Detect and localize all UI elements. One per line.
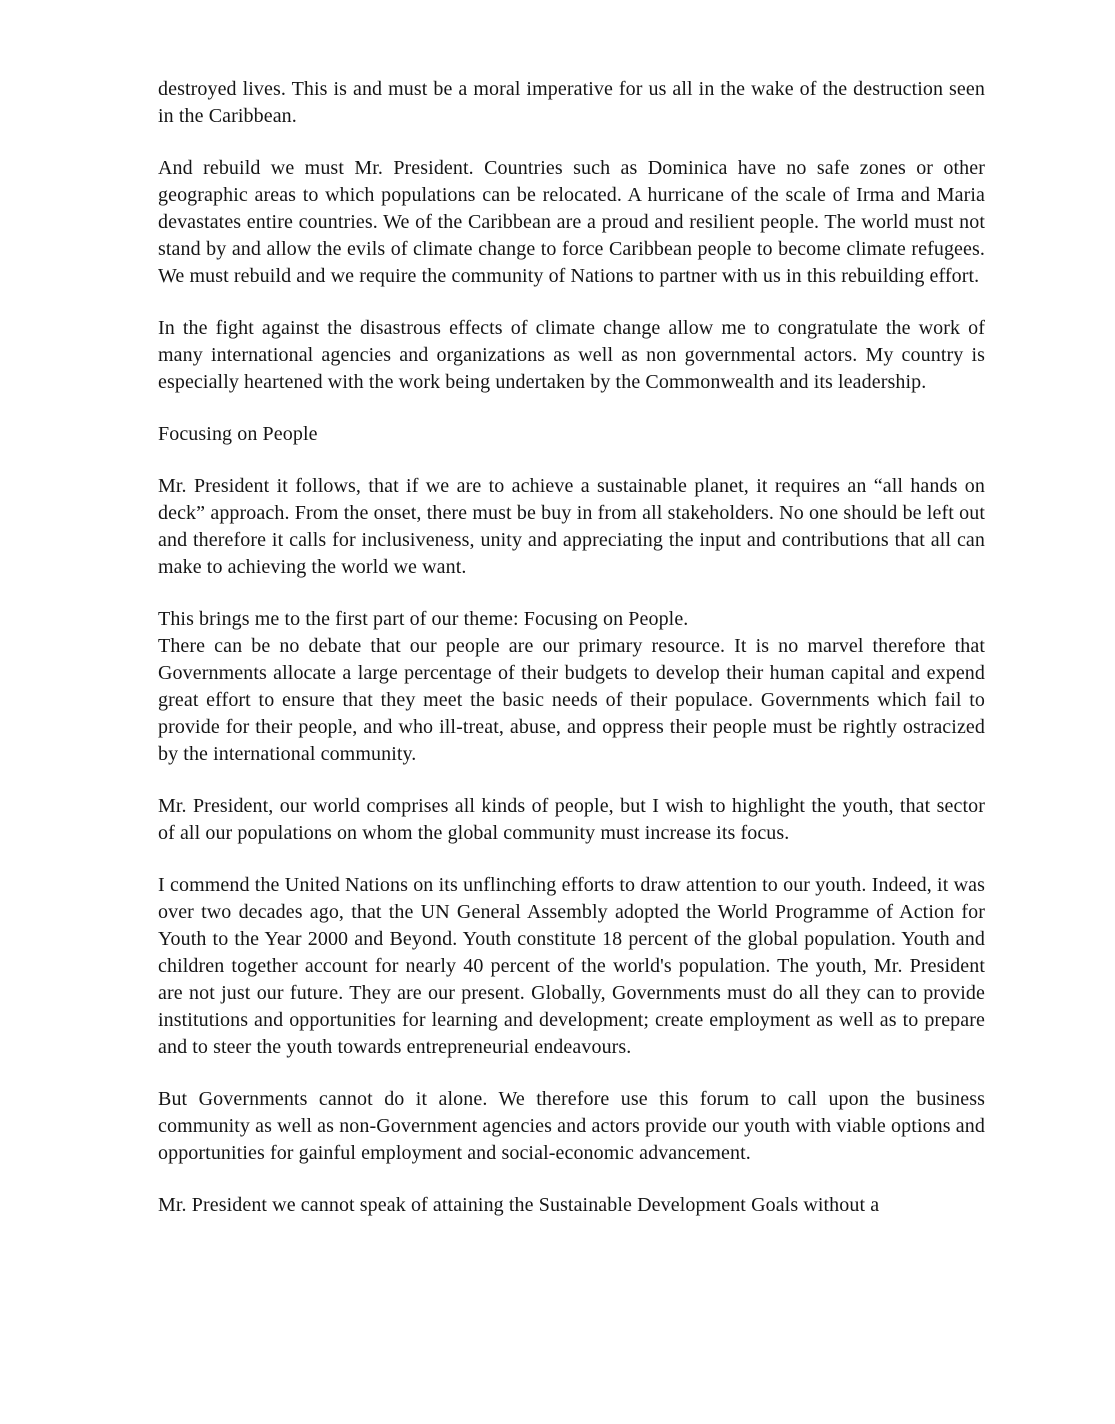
- section-heading-focusing-on-people: Focusing on People: [158, 423, 318, 445]
- paragraph-governments-cannot-do-it-alone: But Governments cannot do it alone. We therefore use this forum to call upon the business community as well as non-Government agencies and actors provide our youth with viable options and opportunities for gainful employment and social-economic advancement.: [158, 1088, 985, 1164]
- paragraph-all-hands-on-deck: Mr. President it follows, that if we are to achieve a sustainable planet, it requires an “all hands on deck” approach. From the onset, there must be buy in from all stakeholders. No one should be left out and therefore it calls for inclusiveness, unity and appreciating the input and contributions that all can make to achieving the world we want.: [158, 475, 985, 578]
- paragraph-theme-lead-line: This brings me to the first part of our theme: Focusing on People.: [158, 608, 689, 630]
- paragraph-sdg-closing-line: Mr. President we cannot speak of attaining the Sustainable Development Goals without a: [158, 1194, 880, 1216]
- paragraph-climate-fight: In the fight against the disastrous effects of climate change allow me to congratulate the work of many international agencies and organizations as well as non governmental actors. My country is especially heartened with the work being undertaken by the Commonwealth and its leadership.: [158, 317, 985, 393]
- paragraph-rebuild: And rebuild we must Mr. President. Countries such as Dominica have no safe zones or other geographic areas to which populations can be relocated. A hurricane of the scale of Irma and Maria devastates entire countries. We of the Caribbean are a proud and resilient people. The world must not stand by and allow the evils of climate change to force Caribbean people to become climate refugees. We must rebuild and we require the community of Nations to partner with us in this rebuilding effort.: [158, 157, 985, 287]
- paragraph-commend-united-nations: I commend the United Nations on its unflinching efforts to draw attention to our youth. Indeed, it was over two decades ago, that the UN General Assembly adopted the World Programme of Action for Youth to the Year 2000 and Beyond. Youth constitute 18 percent of the global population. Youth and children together account for nearly 40 percent of the world's population. The youth, Mr. President are not just our future. They are our present. Globally, Governments must do all they can to provide institutions and opportunities for learning and development; create employment as well as to prepare and to steer the youth towards entrepreneurial endeavours.: [158, 874, 985, 1058]
- paragraph-moral-imperative: destroyed lives. This is and must be a moral imperative for us all in the wake of the destruction seen in the Caribbean.: [158, 78, 985, 127]
- paragraph-highlight-youth: Mr. President, our world comprises all kinds of people, but I wish to highlight the youth, that sector of all our populations on whom the global community must increase its focus.: [158, 795, 985, 844]
- paragraph-primary-resource: There can be no debate that our people are our primary resource. It is no marvel therefore that Governments allocate a large percentage of their budgets to develop their human capital and expend great effort to ensure that they meet the basic needs of their populace. Governments which fail to provide for their people, and who ill-treat, abuse, and oppress their people must be rightly ostracized by the international community.: [158, 635, 985, 765]
